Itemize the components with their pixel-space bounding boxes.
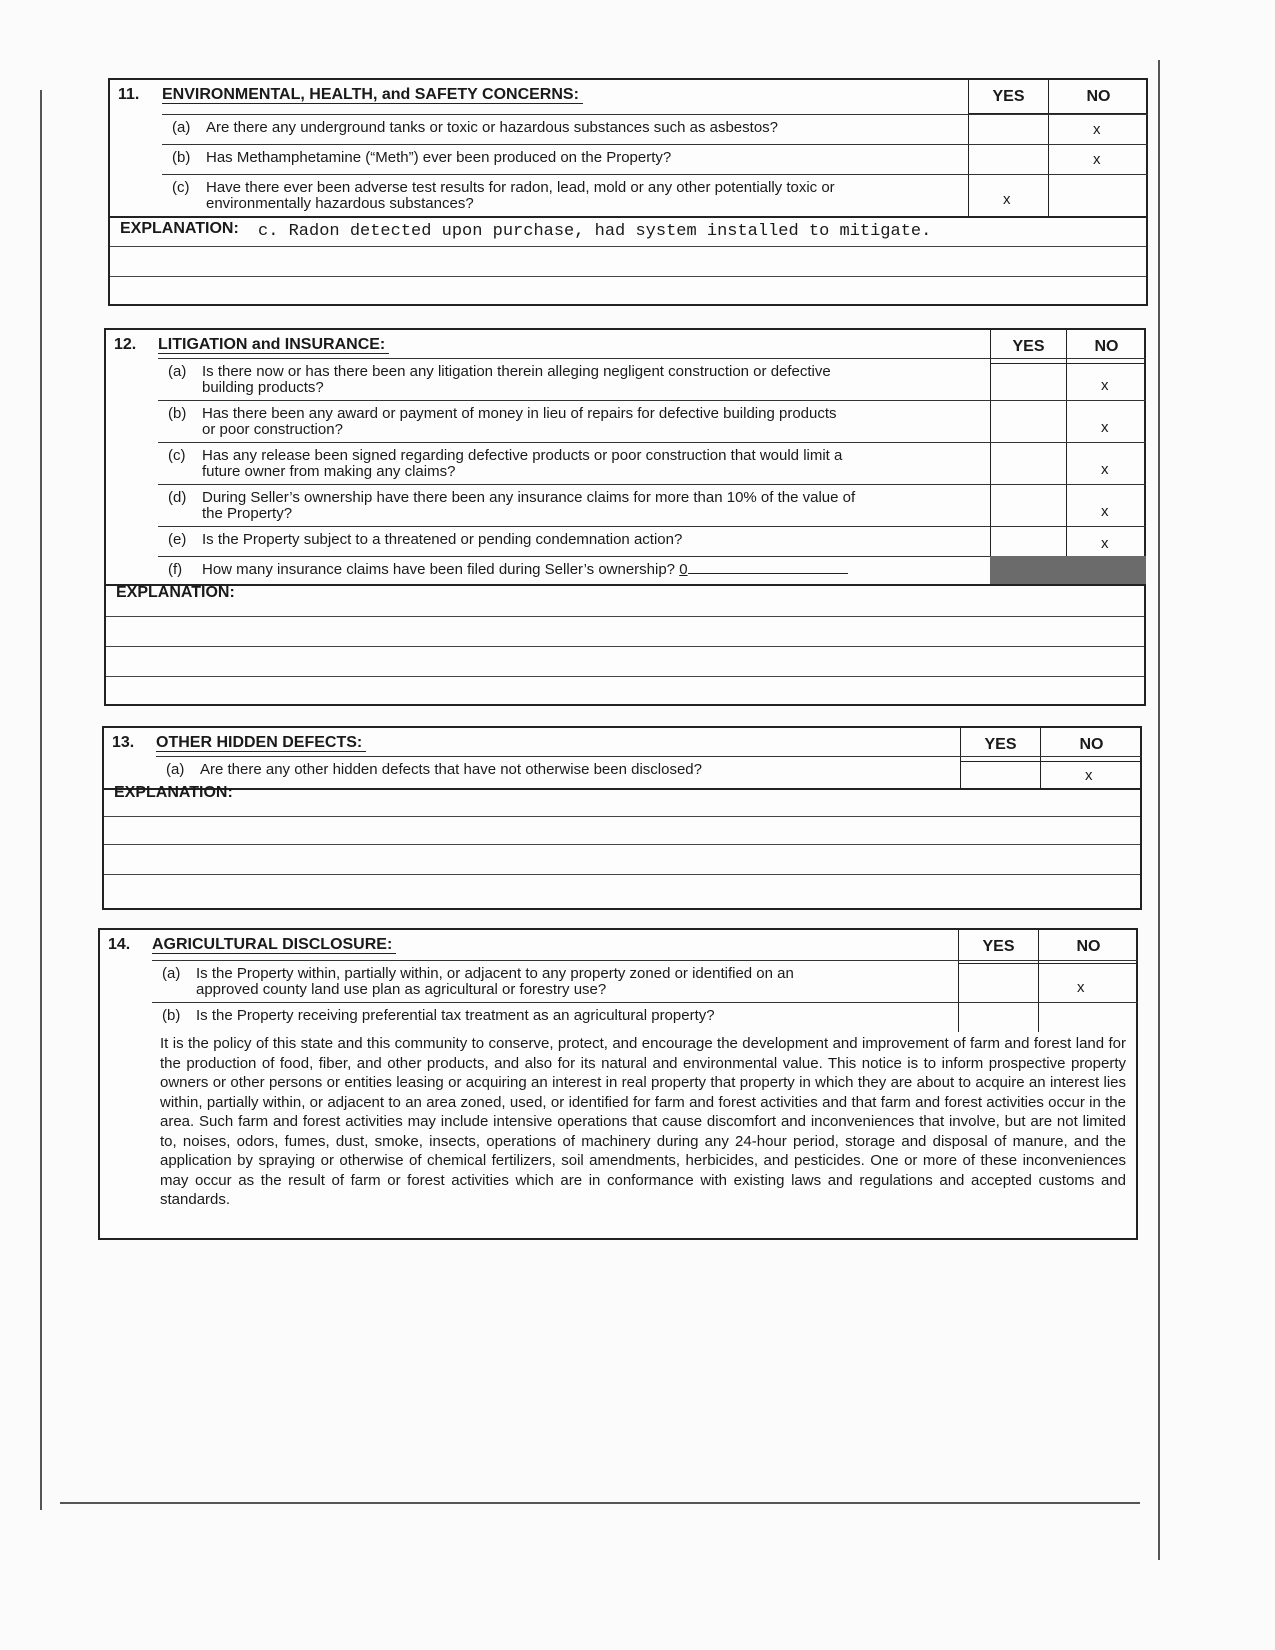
no-mark: x — [1101, 461, 1109, 478]
question-text-line2: or poor construction? — [202, 421, 343, 438]
yes-cell[interactable] — [958, 1003, 1038, 1032]
no-column-header: NO — [1040, 728, 1142, 762]
yes-cell[interactable] — [990, 443, 1066, 484]
left-margin-line — [40, 90, 42, 1510]
yes-cell[interactable] — [968, 145, 1048, 174]
question-text-line2: the Property? — [202, 505, 293, 522]
no-mark: x — [1093, 121, 1101, 138]
question-text: Are there any underground tanks or toxic or hazardous substances such as asbestos? — [206, 119, 778, 136]
no-mark: x — [1077, 979, 1085, 996]
question-text: Is the Property subject to a threatened or pending condemnation action? — [202, 531, 683, 548]
right-margin-line — [1158, 60, 1160, 1560]
yes-cell[interactable] — [990, 527, 1066, 556]
question-label: (a) — [168, 363, 187, 380]
section-number: 11. — [118, 86, 140, 103]
explanation-line — [110, 276, 1146, 277]
section-number: 14. — [108, 936, 131, 953]
question-text-line1: Is there now or has there been any litigation therein alleging negligent construction or defective — [202, 363, 831, 380]
question-text-line2: environmentally hazardous substances? — [206, 195, 474, 212]
question-text: Is the Property receiving preferential tax treatment as an agricultural property? — [196, 1007, 715, 1024]
no-cell[interactable] — [1048, 115, 1148, 144]
section-title: ENVIRONMENTAL, HEALTH, and SAFETY CONCERNS: — [162, 86, 583, 104]
section-13-heading — [112, 734, 366, 752]
question-row — [158, 484, 1146, 526]
question-text-line2: future owner from making any claims? — [202, 463, 456, 480]
section-title: OTHER HIDDEN DEFECTS: — [156, 734, 366, 752]
yes-column-header: YES — [958, 930, 1038, 964]
section-14 — [98, 928, 1138, 1240]
section-title: AGRICULTURAL DISCLOSURE: — [152, 936, 396, 954]
question-row — [158, 442, 1146, 484]
question-text-line1: Has any release been signed regarding defective products or poor construction that would limit a — [202, 447, 843, 464]
no-cell[interactable] — [1066, 359, 1146, 400]
question-text-line2: approved county land use plan as agricultural or forestry use? — [196, 981, 607, 998]
question-text — [202, 561, 848, 578]
yes-mark: x — [1003, 191, 1011, 208]
explanation-label: EXPLANATION: — [120, 220, 239, 237]
no-column-header: NO — [1066, 330, 1146, 364]
yes-cell[interactable] — [968, 175, 1048, 216]
question-label: (d) — [168, 489, 187, 506]
explanation-line — [104, 816, 1140, 817]
question-row — [158, 358, 1146, 400]
question-text-line2: building products? — [202, 379, 324, 396]
no-mark: x — [1093, 151, 1101, 168]
question-row — [152, 1002, 1138, 1032]
section-14-heading — [108, 936, 396, 954]
explanation-line — [104, 874, 1140, 875]
yes-cell[interactable] — [990, 359, 1066, 400]
no-column-header: NO — [1048, 80, 1148, 114]
shaded-cell — [990, 556, 1146, 584]
section-number: 13. — [112, 734, 135, 751]
section-11-heading — [118, 86, 583, 104]
question-row — [162, 114, 1148, 144]
question-text-line1: Has there been any award or payment of money in lieu of repairs for defective building products — [202, 405, 837, 422]
no-cell[interactable] — [1066, 485, 1146, 526]
section-12 — [104, 328, 1146, 706]
no-cell[interactable] — [1038, 1003, 1138, 1032]
yes-column-header: YES — [968, 80, 1048, 114]
question-text: Has Methamphetamine (“Meth”) ever been produced on the Property? — [206, 149, 672, 166]
no-cell[interactable] — [1066, 401, 1146, 442]
no-column-header: NO — [1038, 930, 1138, 964]
explanation-text[interactable]: c. Radon detected upon purchase, had system installed to mitigate. — [258, 222, 932, 241]
explanation-line — [110, 246, 1146, 247]
question-label: (f) — [168, 561, 183, 578]
question-label: (a) — [172, 119, 191, 136]
question-text-line1: During Seller’s ownership have there been any insurance claims for more than 10% of the value of — [202, 489, 856, 506]
yes-cell[interactable] — [990, 485, 1066, 526]
no-cell[interactable] — [1040, 757, 1142, 788]
question-row — [162, 174, 1148, 216]
explanation-line — [104, 844, 1140, 845]
no-mark: x — [1085, 767, 1093, 784]
section-title: LITIGATION and INSURANCE: — [158, 336, 389, 354]
question-label: (e) — [168, 531, 187, 548]
question-label: (c) — [168, 447, 186, 464]
no-cell[interactable] — [1048, 145, 1148, 174]
question-label: (a) — [162, 965, 181, 982]
question-label: (c) — [172, 179, 190, 196]
question-label: (b) — [172, 149, 191, 166]
explanation-line — [106, 646, 1144, 647]
question-row — [162, 144, 1148, 174]
yes-cell[interactable] — [968, 115, 1048, 144]
yes-column-header: YES — [960, 728, 1040, 762]
question-label: (b) — [168, 405, 187, 422]
no-mark: x — [1101, 535, 1109, 552]
question-text-line1: Is the Property within, partially within, or adjacent to any property zoned or identified on an — [196, 965, 794, 982]
question-label: (b) — [162, 1007, 181, 1024]
no-cell[interactable] — [1066, 527, 1146, 556]
question-text: Are there any other hidden defects that have not otherwise been disclosed? — [200, 761, 702, 778]
explanation-top-rule — [104, 788, 1140, 790]
yes-cell[interactable] — [958, 961, 1038, 1002]
bottom-rule — [60, 1502, 1140, 1504]
question-label: (a) — [166, 761, 185, 778]
claims-question: How many insurance claims have been filed during Seller’s ownership? — [202, 561, 676, 578]
section-number: 12. — [114, 336, 137, 353]
section-11 — [108, 78, 1148, 306]
section-12-heading — [114, 336, 389, 354]
yes-cell[interactable] — [960, 757, 1040, 788]
explanation-label: EXPLANATION: — [114, 784, 233, 801]
explanation-label: EXPLANATION: — [116, 584, 235, 601]
no-cell[interactable] — [1038, 961, 1138, 1002]
explanation-line — [106, 616, 1144, 617]
yes-cell[interactable] — [990, 401, 1066, 442]
no-cell[interactable] — [1048, 175, 1148, 216]
question-row — [152, 960, 1138, 1002]
no-mark: x — [1101, 503, 1109, 520]
agricultural-notice: It is the policy of this state and this community to conserve, protect, and encourage the development and improvement of farm and forest land for the production of food, fiber, and other products, and also for its natural and environmental value. This notice is to inform prospective property owners or other persons or entities leasing or acquiring an interest in real property that property in which they are about to acquire an interest lies within, partially within, or adjacent to an area zoned, used, or identified for farm and forest activities and that farm and forest activities occur in the area. Such farm and forest activities may include intensive operations that cause discomfort and inconveniences that involve, but are not limited to, noises, odors, fumes, dust, smoke, insects, operations of machinery during any 24-hour period, storage and disposal of manure, and the application by spraying or otherwise of chemical fertilizers, soil amendments, herbicides, and pesticides. One or more of these inconveniences may occur as the result of farm or forest activities which are in conformance with existing laws and regulations and accepted customs and standards. — [160, 1035, 1126, 1208]
question-row — [158, 400, 1146, 442]
question-text-line1: Have there ever been adverse test results for radon, lead, mold or any other potentially toxic or — [206, 179, 835, 196]
no-mark: x — [1101, 377, 1109, 394]
claims-count-answer[interactable]: 0 — [679, 561, 688, 578]
explanation-line — [106, 676, 1144, 677]
question-row — [156, 756, 1142, 788]
yes-column-header: YES — [990, 330, 1066, 364]
explanation-top-rule — [110, 216, 1146, 218]
explanation-top-rule — [106, 584, 1144, 586]
no-cell[interactable] — [1066, 443, 1146, 484]
no-mark: x — [1101, 419, 1109, 436]
question-row — [158, 526, 1146, 556]
section-13 — [102, 726, 1142, 910]
